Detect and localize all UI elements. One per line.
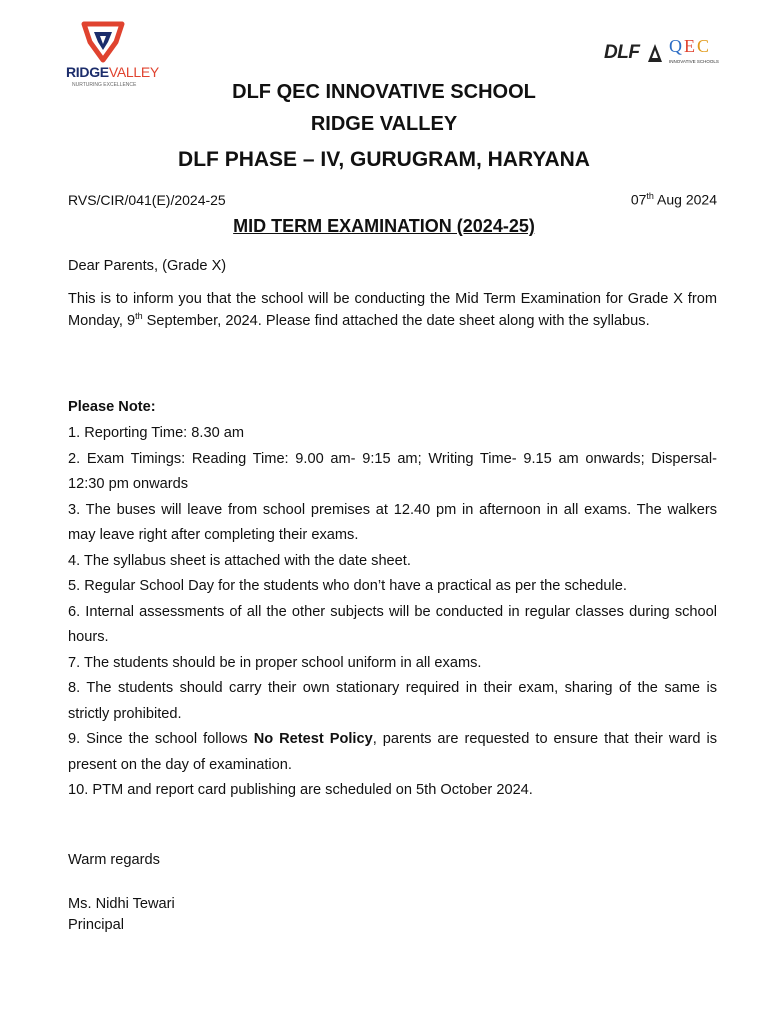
intro-paragraph: This is to inform you that the school will be conducting the Mid Term Examination for Grade X from Monday, 9th September, 2024. Please find attached the date sheet along with the syllabus.: [68, 291, 717, 329]
note-item: 2. Exam Timings: Reading Time: 9.00 am- 9:15 am; Writing Time- 9.15 am onwards; Dispersal- 12:30 pm onwards: [68, 450, 717, 492]
note-item: 4. The syllabus sheet is attached with the date sheet.: [68, 552, 411, 569]
school-address: DLF PHASE – IV, GURUGRAM, HARYANA: [178, 148, 590, 171]
note-item: 10. PTM and report card publishing are scheduled on 5th October 2024.: [68, 782, 533, 798]
signer-name: Ms. Nidhi Tewari: [68, 896, 175, 912]
dlf-triangle-icon: [648, 44, 662, 62]
circular-reference: RVS/CIR/041(E)/2024-25: [68, 192, 226, 208]
closing: Warm regards: [68, 852, 160, 868]
note-item: 7. The students should be in proper school uniform in all exams.: [68, 654, 482, 671]
greeting: Dear Parents, (Grade X): [68, 258, 227, 274]
dlf-qec-logo: [604, 36, 720, 70]
qec-wordmark: QEC: [669, 36, 712, 56]
notes-list: [68, 421, 717, 804]
note-item: 8. The students should carry their own stationary required in their exam, sharing of the same is strictly prohibited.: [68, 680, 717, 722]
note-item: 5. Regular School Day for the students who don’t have a practical as per the schedule.: [68, 578, 627, 594]
circular-title: MID TERM EXAMINATION (2024-25): [233, 216, 535, 236]
circular-date: 07th Aug 2024: [630, 191, 717, 208]
ridge-valley-tagline: NURTURING EXCELLENCE: [72, 82, 137, 88]
note-item: 9. Since the school follows No Retest Policy, parents are requested to ensure that their ward is present on the day of examination.: [68, 731, 718, 773]
note-item: 1. Reporting Time: 8.30 am: [68, 425, 245, 441]
dlf-wordmark: DLF: [604, 42, 640, 63]
campus-name: RIDGE VALLEY: [310, 113, 458, 135]
school-name: DLF QEC INNOVATIVE SCHOOL: [232, 81, 536, 103]
ridge-valley-emblem-icon: [80, 20, 126, 64]
ridge-valley-wordmark: RIDGEVALLEY: [66, 64, 159, 80]
qec-mark: [667, 38, 719, 62]
signer-title: Principal: [68, 917, 124, 933]
note-label: Please Note:: [68, 399, 156, 415]
qec-tagline: INNOVATIVE SCHOOLS: [669, 59, 719, 64]
note-item: 6. Internal assessments of all the other subjects will be conducted in regular classes during school hours.: [68, 603, 717, 645]
signature-block: [68, 894, 717, 936]
no-retest-policy: No Retest Policy: [253, 731, 373, 747]
note-item: 3. The buses will leave from school premises at 12.40 pm in afternoon in all exams. The walkers may leave right after completing their exams.: [68, 501, 717, 543]
